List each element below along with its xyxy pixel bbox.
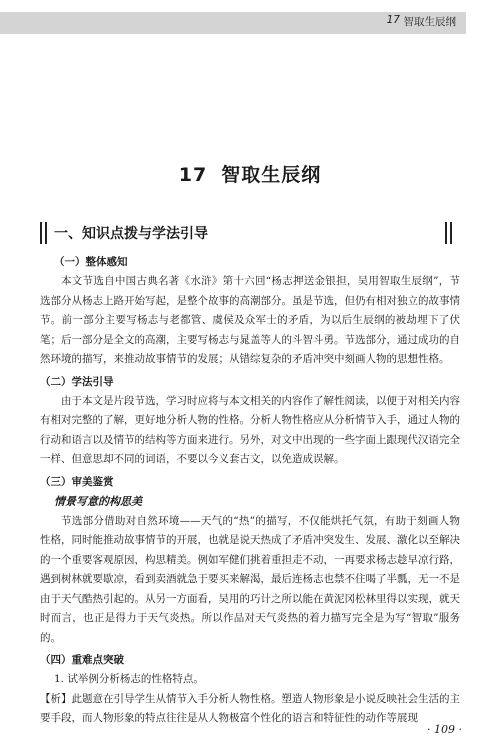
chapter-title-number: 17: [178, 164, 208, 186]
subheading-aesthetic-appreciation: （三）审美鉴赏: [40, 475, 114, 488]
chapter-title: [0, 160, 500, 187]
section-bar-rule-left-inner: [45, 222, 47, 244]
page-number: · 109 ·: [427, 723, 462, 736]
paragraph-analysis: 【析】此题意在引导学生从情节入手分析人物性格。塑造人物形象是小说反映社会生活的主要手段，而人物形象的特点往往是从人物极富个性化的语言和特征性的动作等展现: [40, 692, 460, 724]
running-header-chapter-title: 智取生辰纲: [403, 16, 456, 28]
section-heading: 一、知识点拨与学法引导: [54, 226, 208, 242]
section-bar-rule-right-outer: [450, 222, 452, 244]
paragraph-overall-perception: 本文节选自中国古典名著《水浒》第十六回“杨志押送金银担，吴用智取生辰纲”，节选部分从杨志上路开始写起，是整个故事的高潮部分。虽是节选，但仍有相对独立的故事情节。前一部分主要写杨志与老都管、虞侯及众军士的矛盾，为以后生辰纲的被劫埋下了伏笔；后一部分是全文的高潮，主要写杨志与晁盖等人的斗智斗勇。节选部分，通过成功的自然环境的描写，来推动故事情节的发展；从错综复杂的矛盾冲突中刻画人物的思想性格。: [40, 275, 460, 365]
running-header-chapter-number: 17: [386, 14, 400, 26]
paragraph-aesthetic-appreciation: 节选部分借助对自然环境——天气的“热”的描写，不仅能烘托气氛，有助于刻画人物性格，同时能推动故事情节的开展，也就是说天热成了矛盾冲突发生、发展、激化以至解决的一个重要客观原因，构思精美。例如军健们挑着重担走不动，一再要求杨志趁早凉行路，遇到树林就要歇凉，看到卖酒就急于要买来解渴，最后连杨志也禁不住喝了半瓢，无一不是由于天气酷热引起的。从另一方面看，吴用的巧计之所以能在黄泥冈松林里得以实现，就天时而言，也正是得力于天气炎热。所以作品对天气炎热的着力描写完全是为写“智取”服务的。: [40, 514, 460, 644]
italic-subheading-conception: 情景写意的构思美: [54, 494, 142, 508]
paragraph-study-guide: 由于本文是片段节选，学习时应将与本文相关的内容作了解性阅读，以便于对相关内容有相对完整的了解，更好地分析人物的性格。分析人物性格应从分析情节入手，通过人物的行动和语言以及情节的结构等方面来进行。另外，对文中出现的一些字面上跟现代汉语完全一样、但意思却不同的词语，不要以今义套古文，以免造成误解。: [40, 394, 460, 465]
subheading-key-difficulties: （四）重难点突破: [40, 654, 124, 666]
subheading-overall-perception: （一）整体感知: [54, 256, 128, 268]
chapter-title-text: 智取生辰纲: [221, 164, 322, 186]
question-item-1: 1. 试举例分析杨志的性格特点。: [54, 673, 204, 685]
section-bar-rule-right-inner: [445, 222, 447, 244]
running-header: [0, 12, 466, 34]
section-bar-rule-left-outer: [40, 222, 42, 244]
section-heading-bar: [40, 222, 452, 244]
subheading-study-guide: （二）学法引导: [40, 375, 114, 388]
body-content: [40, 253, 460, 729]
